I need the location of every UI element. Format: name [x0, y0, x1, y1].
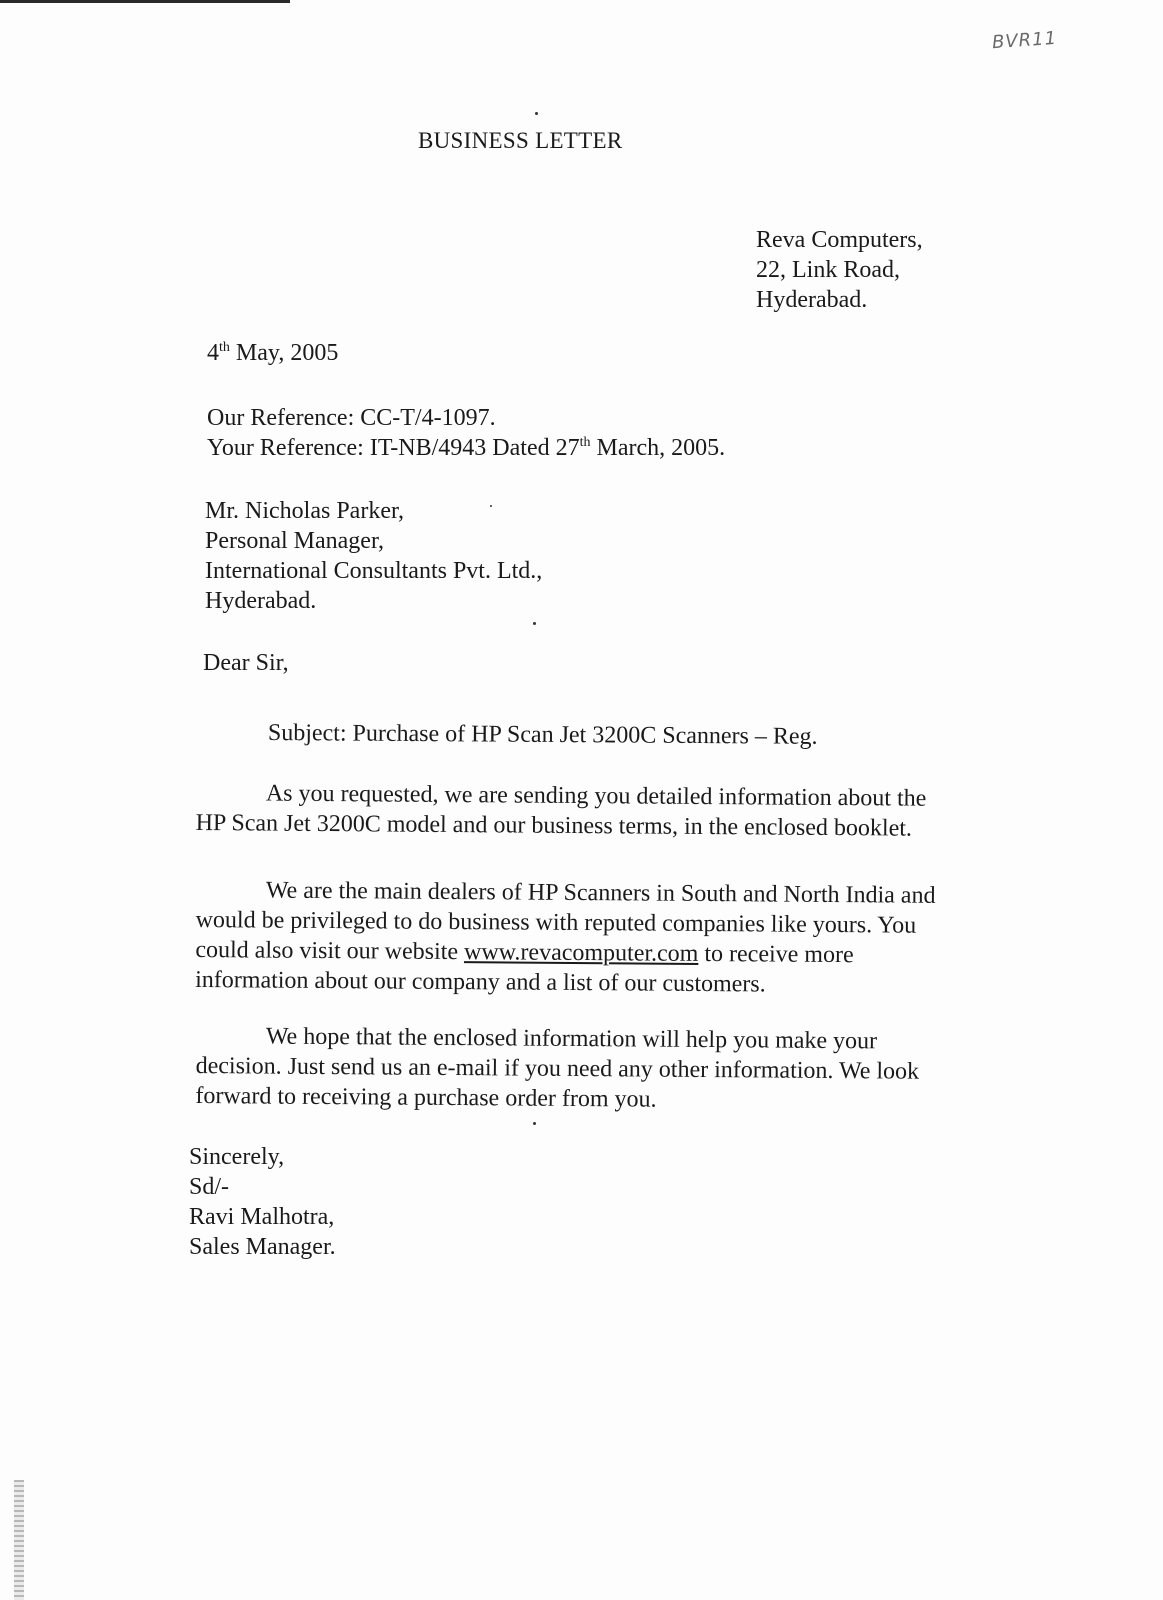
our-reference: Our Reference: CC-T/4-1097.: [207, 405, 496, 431]
your-reference: Your Reference: IT-NB/4943 Dated 27th March, 2005.: [207, 435, 726, 461]
scan-edge-left: [14, 1480, 24, 1600]
handwritten-file-tag: BVR11: [991, 27, 1058, 54]
recipient-name: Mr. Nicholas Parker,: [205, 498, 404, 524]
sender-street: 22, Link Road,: [756, 257, 900, 283]
body-paragraph-2: We are the main dealers of HP Scanners in South and North India and would be privileged to do business with reputed companies like yours. You could also visit our website www.revacomputer.com to receive more information about our company and a list of our customers.: [195, 877, 936, 998]
scan-speck: [533, 622, 536, 625]
signatory-title: Sales Manager.: [189, 1234, 336, 1260]
scan-speck: [533, 1122, 536, 1125]
sender-city: Hyderabad.: [756, 287, 868, 313]
recipient-address: [205, 496, 542, 616]
sender-address: [756, 225, 923, 315]
signature-mark: Sd/-: [189, 1174, 230, 1200]
scan-edge-top: [0, 0, 290, 3]
signatory-name: Ravi Malhotra,: [189, 1204, 335, 1230]
recipient-designation: Personal Manager,: [205, 528, 384, 554]
references: [207, 403, 725, 463]
letter-date: 4th May, 2005: [207, 340, 339, 366]
sender-company: Reva Computers,: [756, 227, 923, 253]
valediction: Sincerely,: [189, 1144, 285, 1170]
body-paragraph-3: We hope that the enclosed information will help you make your decision. Just send us an e-mail if you need any other information. We look forward to receiving a purchase order from you.: [195, 1023, 920, 1113]
subject-line: Subject: Purchase of HP Scan Jet 3200C Scanners – Reg.: [267, 719, 818, 750]
document-title: BUSINESS LETTER: [418, 128, 623, 153]
body-paragraph-1: As you requested, we are sending you detailed information about the HP Scan Jet 3200C model and our business terms, in the enclosed booklet.: [195, 780, 927, 842]
salutation: Dear Sir,: [203, 650, 289, 676]
closing-block: [189, 1142, 336, 1262]
recipient-city: Hyderabad.: [205, 588, 317, 614]
recipient-company: International Consultants Pvt. Ltd.,: [205, 558, 543, 584]
scan-speck: [535, 112, 538, 115]
website-link: www.revacomputer.com: [463, 939, 699, 967]
